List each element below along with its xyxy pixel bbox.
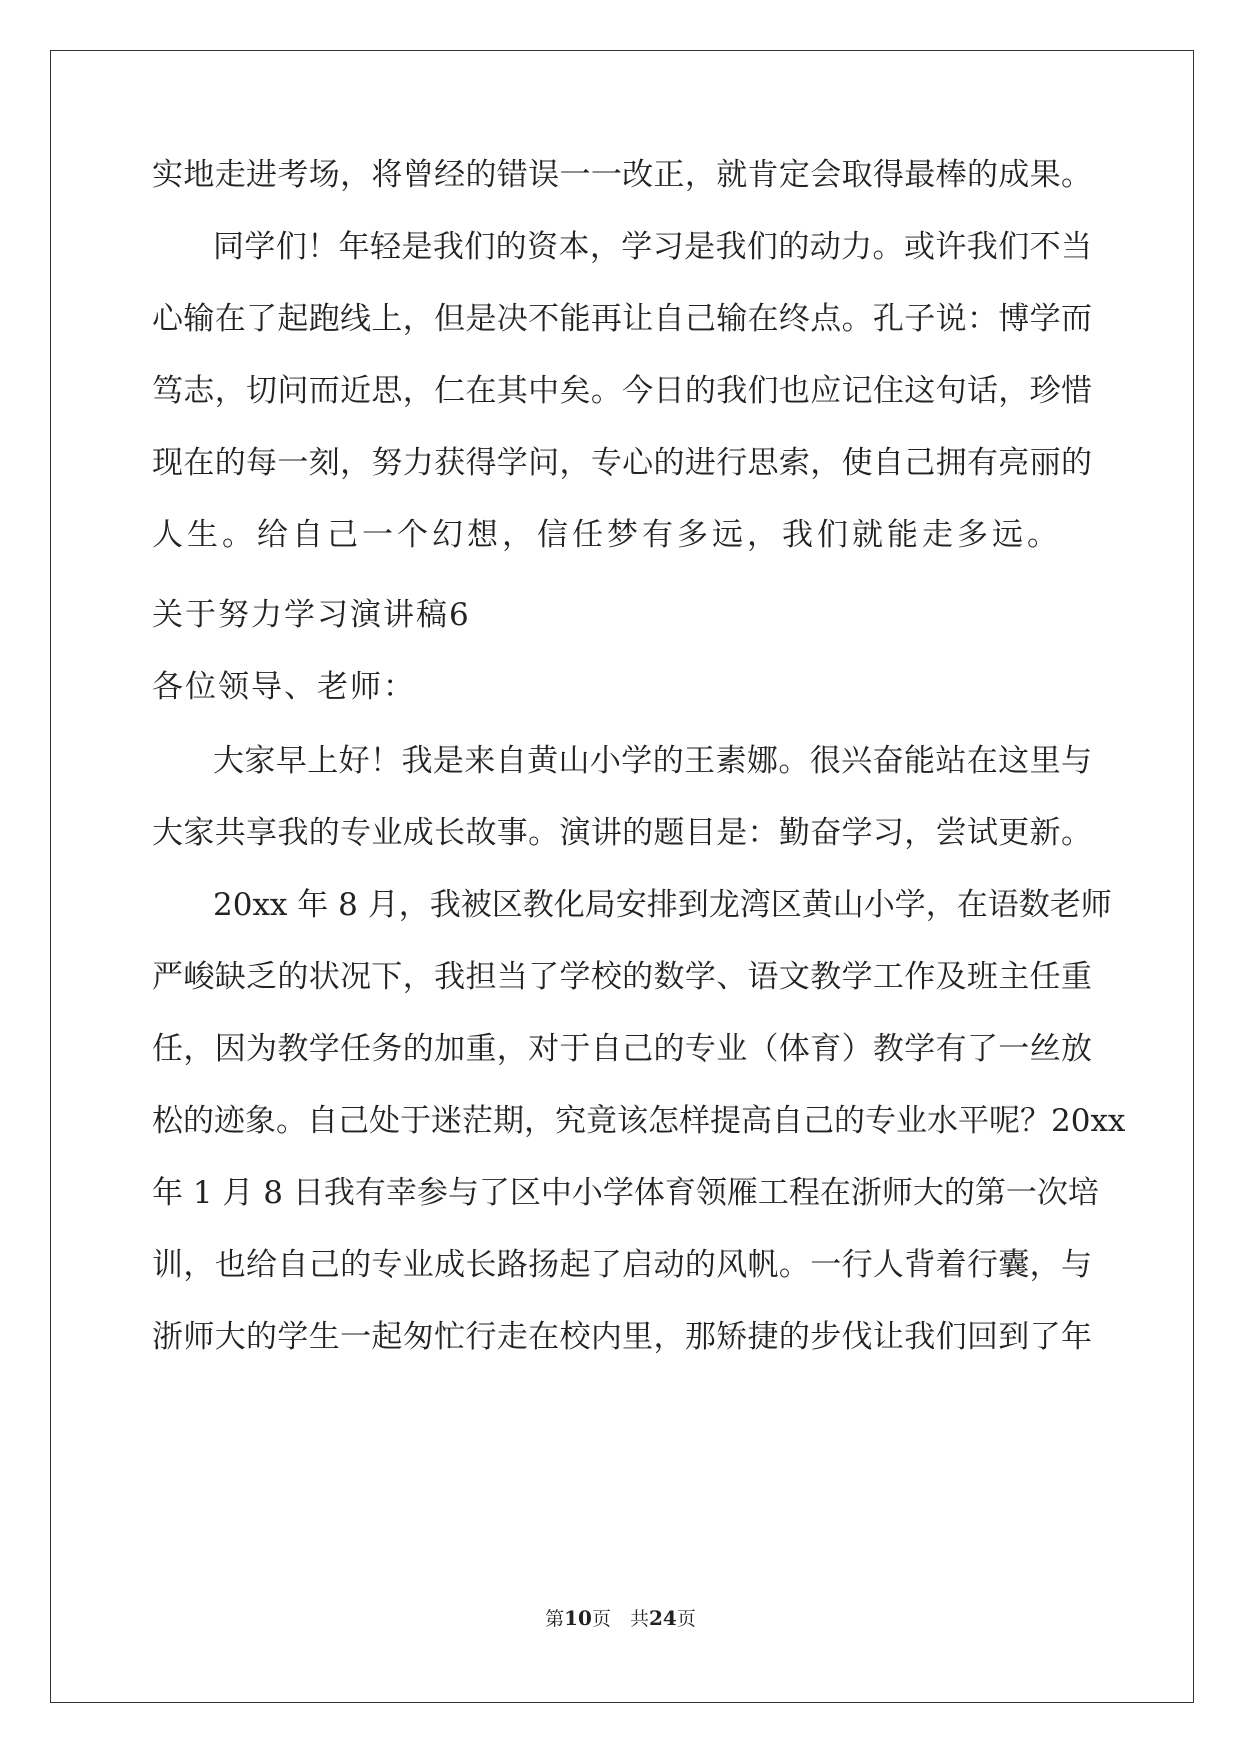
paragraph-line: 松的迹象。自己处于迷茫期，究竟该怎样提高自己的专业水平呢？20xx — [152, 1103, 1126, 1139]
paragraph-line: 大家共享我的专业成长故事。演讲的题目是：勤奋学习，尝试更新。 — [152, 815, 1092, 851]
page-footer — [0, 1604, 1241, 1631]
paragraph-line: 浙师大的学生一起匆忙行走在校内里，那矫捷的步伐让我们回到了年 — [152, 1319, 1092, 1355]
current-page-number: 10 — [564, 1606, 592, 1630]
footer-mid: 页 共 — [591, 1608, 649, 1630]
paragraph-line: 人生。给自己一个幻想，信任梦有多远，我们就能走多远。 — [152, 517, 1062, 553]
paragraph-line: 严峻缺乏的状况下，我担当了学校的数学、语文教学工作及班主任重 — [152, 959, 1092, 995]
section-heading: 关于努力学习演讲稿6 — [152, 597, 471, 633]
paragraph-line: 同学们！年轻是我们的资本，学习是我们的动力。或许我们不当 — [213, 229, 1092, 265]
paragraph-line: 训，也给自己的专业成长路扬起了启动的风帆。一行人背着行囊，与 — [152, 1247, 1092, 1283]
paragraph-line: 任，因为教学任务的加重，对于自己的专业（体育）教学有了一丝放 — [152, 1031, 1092, 1067]
total-pages-number: 24 — [649, 1606, 677, 1630]
paragraph-line: 现在的每一刻，努力获得学问，专心的进行思索，使自己拥有亮丽的 — [152, 445, 1092, 481]
page-border — [50, 50, 1194, 1703]
paragraph-line: 实地走进考场，将曾经的错误一一改正，就肯定会取得最棒的成果。 — [152, 157, 1092, 193]
salutation: 各位领导、老师： — [152, 669, 416, 705]
paragraph-line: 年 1 月 8 日我有幸参与了区中小学体育领雁工程在浙师大的第一次培 — [152, 1175, 1099, 1211]
footer-prefix: 第 — [545, 1608, 565, 1630]
paragraph-line: 大家早上好！我是来自黄山小学的王素娜。很兴奋能站在这里与 — [213, 743, 1092, 779]
paragraph-line: 心输在了起跑线上，但是决不能再让自己输在终点。孔子说：博学而 — [152, 301, 1092, 337]
paragraph-line: 20xx 年 8 月，我被区教化局安排到龙湾区黄山小学，在语数老师 — [213, 887, 1112, 923]
paragraph-line: 笃志，切问而近思，仁在其中矣。今日的我们也应记住这句话，珍惜 — [152, 373, 1092, 409]
footer-suffix: 页 — [676, 1608, 696, 1630]
